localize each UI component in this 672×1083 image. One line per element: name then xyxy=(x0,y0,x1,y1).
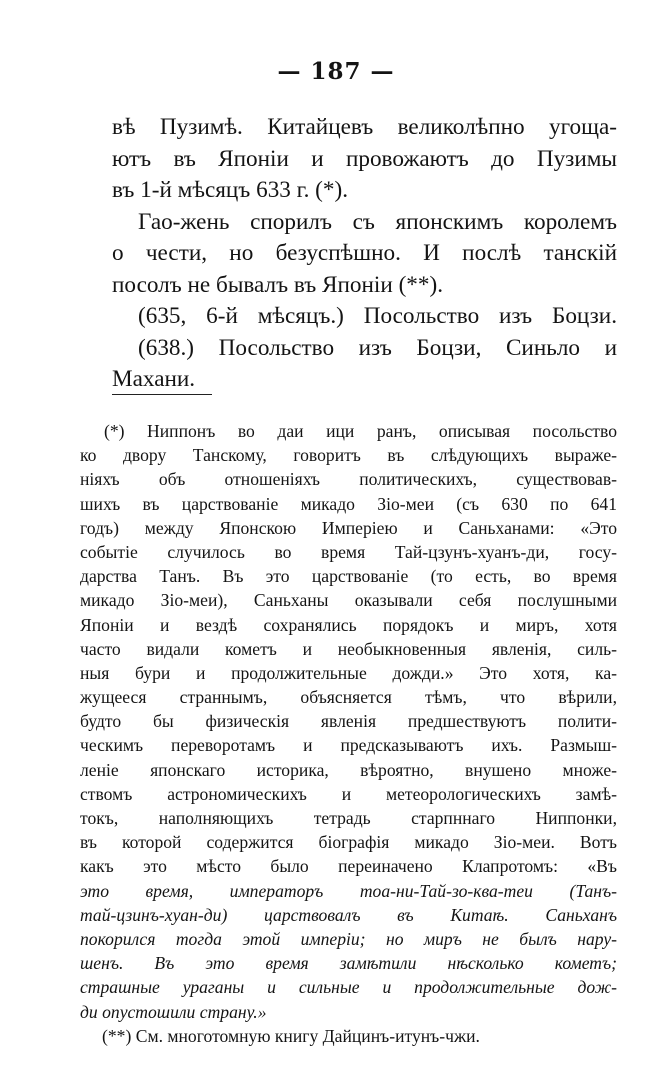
footnote-line: будто бы физическія явленія предшествуютъ полити- xyxy=(80,711,617,732)
footnote-line: часто видали кометъ и необыкновенныя явленія, силь- xyxy=(80,638,617,659)
footnote-line: шихъ въ царствованіе микадо Зіо-меи (съ 630 по 641 xyxy=(80,493,617,514)
footnote-line: какъ это мѣсто было переиначено Клапротомъ: «Въ xyxy=(80,856,617,877)
footnote-line: событіе случилось во время Тай-цзунъ-хуанъ-ди, госу- xyxy=(80,541,617,562)
footnote-line: Японіи и вездѣ сохранялись порядокъ и миръ, хотя xyxy=(80,614,617,635)
footnote-line: ныя бури и продолжительные дожди.» Это хотя, ка- xyxy=(80,662,617,683)
main-line: ютъ въ Японіи и провожаютъ до Пузимы xyxy=(112,145,617,172)
footnote-line: (**) См. многотомную книгу Дайцинъ-итунъ-чжи. xyxy=(102,1025,480,1046)
footnote-line: покорился тогда этой имперіи; но миръ не былъ нару- xyxy=(80,928,617,949)
footnote-line: (*) Ниппонъ во даи ици ранъ, описывая посольство xyxy=(104,421,617,441)
footnote-line: ко двору Танскому, говоритъ въ слѣдующихъ выраже- xyxy=(80,445,617,466)
footnote-line: ди опустошили страну.» xyxy=(80,1001,267,1022)
footnote-line: жущееся страннымъ, объясняется тѣмъ, что вѣрили, xyxy=(80,687,617,708)
footnote-line: ствомъ астрономическихъ и метеорологическихъ замѣ- xyxy=(80,783,617,804)
main-line: вѣ Пузимѣ. Китайцевъ великолѣпно угоща- xyxy=(112,114,617,140)
footnote-divider xyxy=(112,394,212,395)
footnote-line: тай-цзинъ-хуан-ди) царствовалъ въ Китаѣ. Саньханъ xyxy=(80,904,617,925)
main-line: въ 1-й мѣсяцъ 633 г. (*). xyxy=(112,177,348,203)
footnote-line: это время, императоръ тоа-ни-Тай-зо-ква-теи (Танъ- xyxy=(80,880,617,901)
page-number: — 187 — xyxy=(277,58,395,85)
footnote-line: въ которой содержится біографія микадо Зіо-меи. Вотъ xyxy=(80,832,617,853)
footnote-line: годъ) между Японскою Имперіею и Саньханами: «Это xyxy=(80,517,617,538)
footnote-line: дарства Танъ. Въ это царствованіе (то есть, во время xyxy=(80,566,617,587)
footnote-line: леніе японскаго историка, вѣроятно, внушено множе- xyxy=(80,759,617,780)
footnote-line: шенъ. Въ это время замѣтили нѣсколько кометъ; xyxy=(80,953,617,974)
main-line: посолъ не бывалъ въ Японіи (**). xyxy=(112,271,443,298)
main-text xyxy=(112,112,617,396)
main-line: Гао-жень спорилъ съ японскимъ королемъ xyxy=(138,208,617,235)
footnote-line: страшные ураганы и сильные и продолжительные дож- xyxy=(80,977,617,998)
footnote-line: ніяхъ объ отношеніяхъ политическихъ, существовав- xyxy=(80,469,617,490)
footnotes xyxy=(80,419,617,1048)
main-line: (638.) Посольство изъ Боцзи, Синьло и xyxy=(138,334,617,361)
footnote-line: микадо Зіо-меи), Саньханы оказывали себя послушными xyxy=(80,590,617,611)
main-line: Махани. xyxy=(112,366,196,392)
footnote-line: токъ, наполняющихъ тетрадь старпннаго Ниппонки, xyxy=(80,808,617,828)
main-line: (635, 6-й мѣсяцъ.) Посольство изъ Боцзи. xyxy=(138,303,617,329)
footnote-line: ческимъ переворотамъ и предсказываютъ ихъ. Размыш- xyxy=(80,735,617,756)
main-line: о чести, но безуспѣшно. И послѣ танскій xyxy=(112,240,617,266)
